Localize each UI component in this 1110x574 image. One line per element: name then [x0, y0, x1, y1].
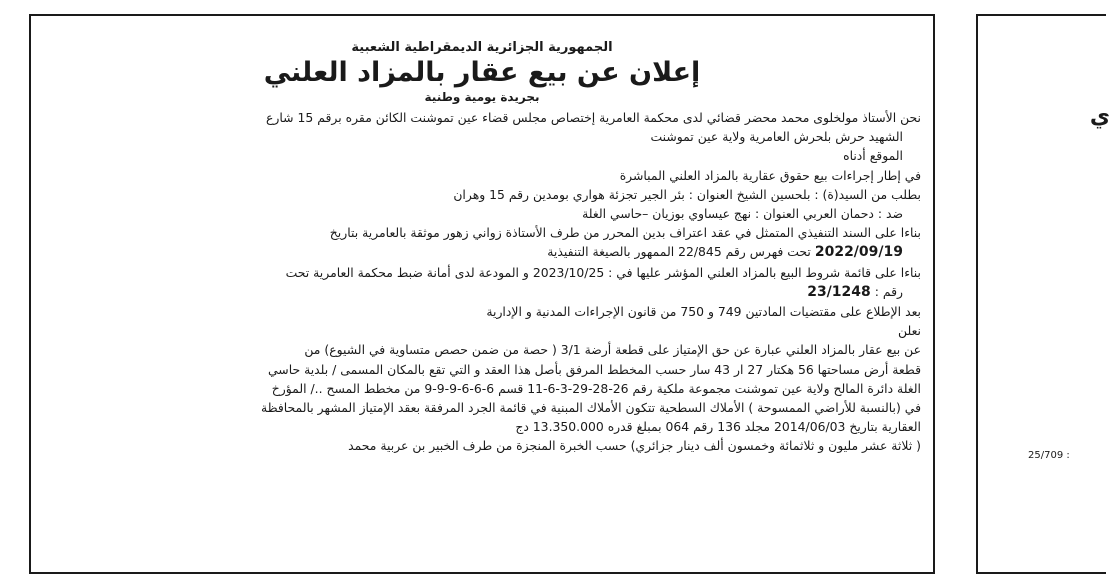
body-line: ضد : دحمان العربي العنوان : نهج عيساوي بوزيان –حاسي الغلة: [582, 206, 903, 222]
body-line: [43, 242, 921, 262]
body-line: في إطار إجراءات بيع حقوق عقارية بالمزاد العلني المباشرة: [619, 167, 921, 183]
body-line: بعد الإطلاع على مقتضيات المادتين 749 و 750 من قانون الإجراءات المدنية و الإدارية: [486, 304, 921, 320]
body-line: الموقع أدناه: [843, 148, 903, 164]
body-line: [43, 282, 921, 302]
deed-date: 2022/09/19: [814, 244, 903, 261]
body-line: نحن الأستاذ مولخلوى محمد محضر قضائي لدى محكمة العامرية إختصاص مجلس قضاء عين تموشنت الكائن مقره برقم 15 شارع: [266, 110, 921, 125]
body-line: الشهيد حرش بلحرش العامرية ولاية عين تموشنت: [650, 129, 903, 145]
body-line: بناءا على قائمة شروط البيع بالمزاد العلني المؤشر عليها في : 2023/10/25 و المودعة لدى أمانة ضبط محكمة العامرية تحت: [285, 264, 921, 280]
adjacent-notice-fragment: [976, 14, 1110, 574]
auction-notice: [29, 14, 935, 574]
side-reference: 25/709 :: [1028, 450, 1070, 461]
body-line: قطعة أرض مساحتها 56 هكتار 27 ار 43 سار حسب المخطط المرفق بأصل هذا العقد و التي تقع بالمكان المسمى / بلدية حاسي: [267, 361, 921, 377]
notice-title: إعلان عن بيع عقار بالمزاد العلني: [263, 57, 701, 88]
body-line: ( ثلاثة عشر مليون و ثلاثمائة وخمسون ألف دينار جزائري) حسب الخبرة المنجزة من طرف الخبير بن عربية محمد: [348, 438, 921, 454]
registry-label: رقم :: [874, 283, 903, 299]
side-heading-fragment: ي: [1089, 104, 1110, 129]
body-line: العقارية بتاريخ 2014/06/03 مجلد 136 رقم 064 بمبلغ قدره 13.350.000 دج: [515, 419, 921, 435]
deed-index: تحت فهرس رقم 22/845 الممهور بالصيغة التنفيذية: [547, 244, 811, 260]
body-line: في (بالنسبة للأراضي الممسوحة ) الأملاك السطحية تتكون الأملاك المبنية في قائمة الجرد المرفقة بعقد الإمتياز المشهر بالمحافظة: [261, 400, 921, 416]
registry-number: 23/1248: [807, 283, 871, 300]
body-line: نعلن: [898, 323, 921, 339]
republic-header: الجمهورية الجزائرية الديمقراطية الشعبية: [351, 40, 613, 55]
notice-subtitle: بجريدة يومية وطنية: [424, 90, 540, 104]
body-line: عن بيع عقار بالمزاد العلني عبارة عن حق الإمتياز على قطعة أرضة 3/1 ( حصة من ضمن حصص متساوية في الشيوع) من: [304, 342, 921, 358]
body-line: بطلب من السيد(ة) : بلحسين الشيخ العنوان : بئر الجير تجزئة هواري بومدين رقم 15 وهران: [453, 186, 921, 202]
notice-body: [43, 108, 921, 456]
body-line: الغلة دائرة المالح ولاية عين تموشنت مجموعة ملكية رقم 26-28-29-3-6-11 قسم 6-6-6-9-9-9 من مخطط المسح ../ المؤرخ: [271, 380, 921, 396]
body-line: بناءا على السند التنفيذي المتمثل في عقد اعتراف بدين المحرر من طرف الأستاذة زواني زهور موثقة بالعامرية بتاريخ: [329, 225, 921, 241]
